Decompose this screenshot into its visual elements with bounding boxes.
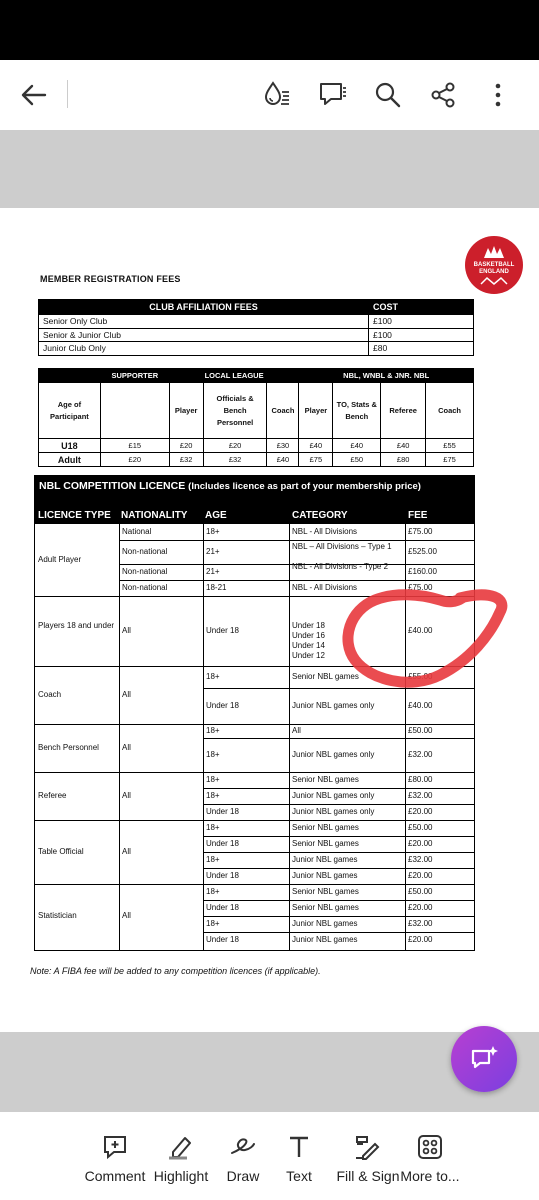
age-cell: 18+ [206, 791, 220, 800]
row-divider [203, 836, 474, 837]
fee-cell: £160.00 [408, 567, 437, 576]
fee-cell: £80.00 [408, 775, 433, 784]
sub-header: Referee [381, 383, 426, 439]
sub-header: Player [299, 383, 333, 439]
sub-header: TO, Stats & Bench [333, 383, 381, 439]
table-row [39, 453, 474, 467]
add-comment-icon [82, 1132, 148, 1162]
nationality-cell: Non-national [122, 547, 168, 556]
fee-cell: £20.00 [408, 903, 433, 912]
share-icon[interactable] [426, 78, 460, 112]
fill-sign-icon [328, 1132, 408, 1162]
age-cell: Under 18 [206, 807, 239, 816]
age-cell: 18+ [206, 726, 220, 735]
row-divider [203, 868, 474, 869]
lion-emblem-icon [481, 244, 507, 262]
status-bar [0, 0, 539, 60]
category-cell: Junior NBL games only [292, 750, 375, 759]
column-divider [289, 524, 290, 950]
nbl-header: NBL, WNBL & JNR. NBL [299, 369, 474, 383]
nationality-cell: Non-national [122, 583, 168, 592]
club-cost: £80 [369, 342, 474, 356]
licence-type-cell: Players 18 and under [38, 621, 115, 630]
basketball-england-logo [465, 236, 523, 294]
bottom-tool-fill-sign[interactable] [328, 1132, 408, 1192]
fee-cell: £50.00 [408, 887, 433, 896]
table-row [39, 328, 474, 342]
back-arrow-icon[interactable] [17, 78, 51, 112]
fee-cell: £20 [203, 439, 267, 453]
fee-cell: £55.00 [408, 672, 433, 681]
bottom-tool-label: Draw [226, 1168, 260, 1184]
row-divider [203, 788, 474, 789]
sub-header: Coach [267, 383, 299, 439]
column-header: LICENCE TYPE [38, 510, 111, 521]
highlighter-icon [150, 1132, 212, 1162]
fiba-note: Note: A FIBA fee will be added to any competition licences (if applicable). [30, 966, 321, 976]
category-cell: NBL - All Divisions - Type 2 [292, 562, 389, 571]
affiliation-header: CLUB AFFILIATION FEES [39, 300, 369, 315]
sub-header: Player [169, 383, 203, 439]
table-row [39, 439, 474, 453]
nationality-cell: All [122, 743, 131, 752]
ai-assistant-button[interactable] [451, 1026, 517, 1092]
row-divider [203, 932, 474, 933]
fee-cell: £20.00 [408, 935, 433, 944]
page-gap-top [0, 130, 539, 208]
category-cell: NBL - All Divisions [292, 583, 358, 592]
age-cell: Under 18 [206, 626, 239, 635]
bottom-tool-label: Text [286, 1168, 312, 1184]
age-cell: U18 [39, 439, 101, 453]
licence-type-cell: Referee [38, 791, 67, 800]
age-cell: Adult [39, 453, 101, 467]
logo-ball-icon [479, 276, 509, 286]
nbl-licence-table [34, 475, 475, 951]
column-divider [119, 524, 120, 950]
licence-type-cell: Statistician [38, 911, 77, 920]
cost-header: COST [369, 300, 474, 315]
fee-cell: £80 [381, 453, 426, 467]
category-cell: Senior NBL games [292, 823, 359, 832]
nbl-header-bar [35, 476, 474, 524]
supporter-header: SUPPORTER [100, 369, 169, 383]
bottom-tool-highlight[interactable] [150, 1132, 212, 1192]
fee-cell: £20.00 [408, 807, 433, 816]
age-cell: 18+ [206, 823, 220, 832]
category-cell: Junior NBL games [292, 855, 358, 864]
group-divider [35, 724, 474, 725]
age-cell: Under 18 [206, 903, 239, 912]
column-header: CATEGORY [292, 510, 348, 521]
fee-cell: £50 [333, 453, 381, 467]
fee-cell: £40 [299, 439, 333, 453]
age-cell: 21+ [206, 547, 220, 556]
fee-cell: £32.00 [408, 750, 433, 759]
club-affiliation-table [38, 299, 474, 356]
table-row [39, 342, 474, 356]
sub-header: Coach [426, 383, 474, 439]
nbl-title-note: (Includes licence as part of your membership price) [188, 481, 421, 492]
category-cell: Junior NBL games only [292, 807, 375, 816]
fee-cell: £20 [100, 453, 169, 467]
sub-header: Officials & Bench Personnel [203, 383, 267, 439]
bottom-tool-label: More to... [400, 1168, 460, 1184]
fee-cell: £32.00 [408, 855, 433, 864]
row-divider [203, 804, 474, 805]
nationality-cell: All [122, 791, 131, 800]
licence-type-cell: Table Official [38, 847, 84, 856]
row-divider [203, 916, 474, 917]
table-row [39, 315, 474, 329]
column-header: NATIONALITY [121, 510, 188, 521]
licence-type-cell: Adult Player [38, 555, 82, 564]
category-cell: Junior NBL games only [292, 791, 375, 800]
fee-cell: £40 [333, 439, 381, 453]
bottom-tool-comment[interactable] [82, 1132, 148, 1192]
category-cell: Junior NBL games only [292, 701, 375, 710]
local-league-header: LOCAL LEAGUE [169, 369, 299, 383]
category-cell: Senior NBL games [292, 887, 359, 896]
group-divider [35, 820, 474, 821]
category-cell: Senior NBL games [292, 672, 359, 681]
search-icon[interactable] [371, 78, 405, 112]
nationality-cell: All [122, 911, 131, 920]
column-divider [203, 524, 204, 950]
nbl-title-main: NBL COMPETITION LICENCE [39, 480, 186, 492]
more-vertical-icon[interactable] [481, 78, 515, 112]
empty-header [39, 369, 101, 383]
member-registration-title: MEMBER REGISTRATION FEES [40, 274, 181, 284]
age-of-participant-label: Age of Participant [39, 383, 101, 439]
fee-cell: £30 [267, 439, 299, 453]
nationality-cell: National [122, 527, 152, 536]
supporter-blank [100, 383, 169, 439]
category-cell: Junior NBL games [292, 935, 358, 944]
age-cell: Under 18 [206, 839, 239, 848]
fee-cell: £32 [203, 453, 267, 467]
fee-cell: £50.00 [408, 823, 433, 832]
fee-cell: £525.00 [408, 547, 437, 556]
group-divider [35, 772, 474, 773]
row-divider [119, 540, 474, 541]
category-cell: Under 18 Under 16 Under 14 Under 12 [292, 621, 325, 660]
fee-cell: £32.00 [408, 791, 433, 800]
liquid-mode-icon[interactable] [260, 78, 294, 112]
category-cell: All [292, 726, 301, 735]
club-type: Junior Club Only [39, 342, 369, 356]
age-cell: 18+ [206, 775, 220, 784]
bottom-tool-label: Highlight [153, 1168, 209, 1184]
category-cell: NBL - All Divisions [292, 527, 358, 536]
nationality-cell: Non-national [122, 567, 168, 576]
ai-assistant-icon [469, 1044, 499, 1074]
nationality-cell: All [122, 626, 131, 635]
club-cost: £100 [369, 328, 474, 342]
comment-icon[interactable] [316, 78, 350, 112]
bottom-tool-more-to[interactable] [400, 1132, 460, 1192]
age-cell: Under 18 [206, 935, 239, 944]
age-cell: 18+ [206, 855, 220, 864]
age-cell: 18+ [206, 887, 220, 896]
toolbar-divider [67, 80, 68, 108]
nationality-cell: All [122, 690, 131, 699]
category-cell: Junior NBL games [292, 919, 358, 928]
club-type: Senior & Junior Club [39, 328, 369, 342]
fee-cell: £20 [169, 439, 203, 453]
age-cell: Under 18 [206, 871, 239, 880]
column-header: FEE [408, 510, 428, 521]
fee-cell: £75 [299, 453, 333, 467]
age-cell: 18+ [206, 527, 220, 536]
fee-cell: £20.00 [408, 839, 433, 848]
draw-loop-icon [223, 1132, 263, 1162]
red-ink-annotation[interactable] [340, 580, 510, 690]
club-cost: £100 [369, 315, 474, 329]
fee-cell: £75 [426, 453, 474, 467]
category-cell: Junior NBL games [292, 871, 358, 880]
age-cell: 21+ [206, 567, 220, 576]
membership-fee-table [38, 368, 474, 467]
fee-cell: £40.00 [408, 701, 433, 710]
nationality-cell: All [122, 847, 131, 856]
licence-type-cell: Bench Personnel [38, 743, 99, 752]
age-cell: Under 18 [206, 701, 239, 710]
group-divider [35, 884, 474, 885]
fee-cell: £15 [100, 439, 169, 453]
bottom-tool-text[interactable] [283, 1132, 315, 1192]
fee-cell: £40 [381, 439, 426, 453]
fee-cell: £32 [169, 453, 203, 467]
age-cell: 18+ [206, 750, 220, 759]
column-header: AGE [205, 510, 227, 521]
category-cell: NBL – All Divisions – Type 1 [292, 542, 392, 551]
fee-cell: £32.00 [408, 919, 433, 928]
category-cell: Senior NBL games [292, 903, 359, 912]
bottom-tool-label: Comment [84, 1168, 146, 1184]
fee-cell: £20.00 [408, 871, 433, 880]
nbl-title [39, 480, 421, 492]
row-divider [203, 738, 474, 739]
bottom-tool-draw[interactable] [223, 1132, 263, 1192]
bottom-tool-label: Fill & Sign [336, 1168, 400, 1184]
text-t-icon [283, 1132, 315, 1162]
fee-cell: £50.00 [408, 726, 433, 735]
age-cell: 18+ [206, 919, 220, 928]
category-cell: Senior NBL games [292, 775, 359, 784]
licence-type-cell: Coach [38, 690, 62, 699]
fee-cell: £55 [426, 439, 474, 453]
club-type: Senior Only Club [39, 315, 369, 329]
fee-cell: £40 [267, 453, 299, 467]
age-cell: 18-21 [206, 583, 227, 592]
logo-text-line1: BASKETBALL [473, 262, 515, 268]
fee-cell: £75.00 [408, 583, 433, 592]
category-cell: Senior NBL games [292, 839, 359, 848]
row-divider [203, 852, 474, 853]
grid-icon [400, 1132, 460, 1162]
age-cell: 18+ [206, 672, 220, 681]
fee-cell: £40.00 [408, 626, 433, 635]
fee-cell: £75.00 [408, 527, 433, 536]
row-divider [203, 900, 474, 901]
logo-text-line2: ENGLAND [479, 269, 509, 275]
